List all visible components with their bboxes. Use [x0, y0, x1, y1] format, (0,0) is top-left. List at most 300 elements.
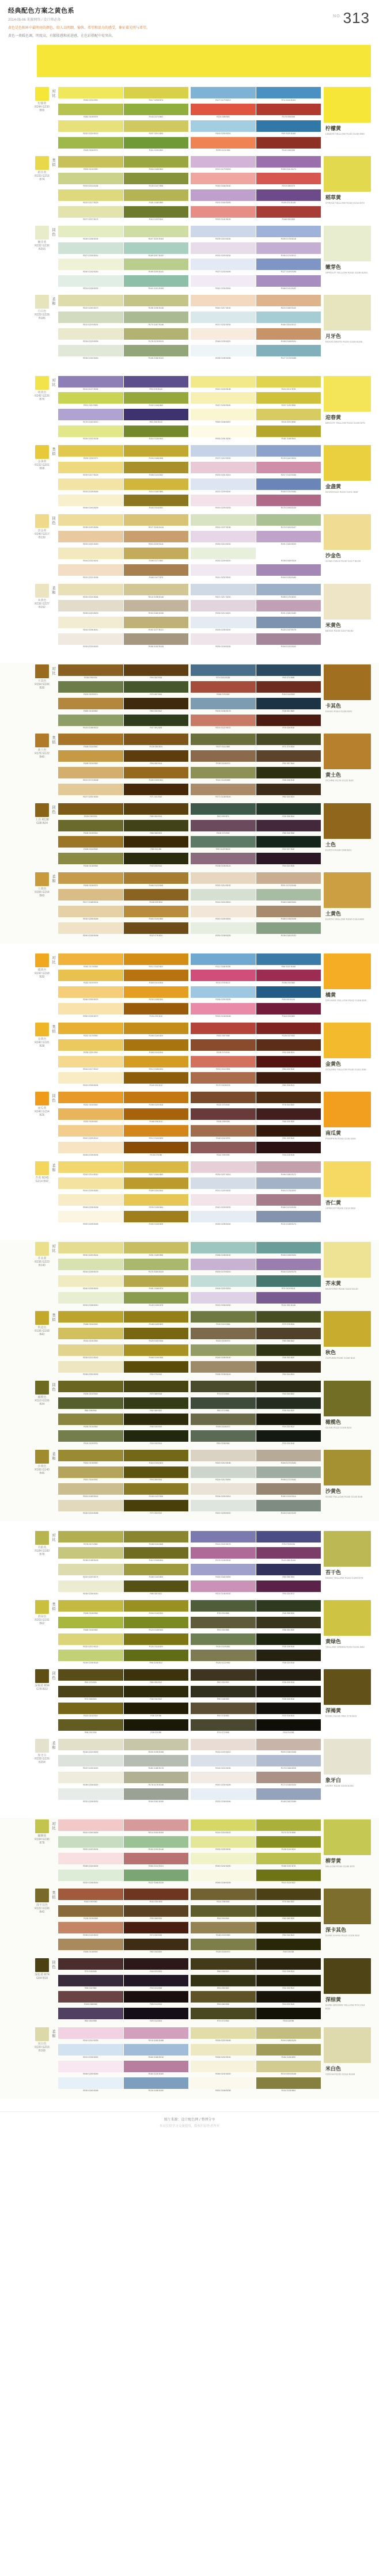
palette-cell[interactable] — [191, 2077, 256, 2094]
palette-cell[interactable] — [191, 495, 256, 511]
palette-cell[interactable] — [191, 104, 256, 120]
palette-cell[interactable] — [191, 767, 256, 783]
palette-cell[interactable] — [256, 1547, 321, 1563]
palette-cell[interactable] — [256, 1669, 321, 1685]
palette-cell[interactable] — [256, 584, 321, 600]
palette-cell[interactable] — [191, 206, 256, 222]
scheme-feature-swatch[interactable] — [324, 295, 371, 330]
palette-cell[interactable] — [191, 1531, 256, 1547]
palette-cell[interactable] — [124, 633, 189, 649]
palette-cell[interactable] — [256, 206, 321, 222]
scheme-feature-swatch[interactable] — [324, 872, 371, 908]
palette-cell[interactable] — [191, 478, 256, 495]
palette-cell[interactable] — [191, 1669, 256, 1685]
palette-cell[interactable] — [124, 1108, 189, 1124]
palette-cell[interactable] — [256, 953, 321, 970]
palette-cell[interactable] — [256, 1328, 321, 1344]
palette-cell[interactable] — [124, 445, 189, 461]
palette-cell[interactable] — [256, 462, 321, 478]
palette-cell[interactable] — [124, 1870, 189, 1886]
palette-cell[interactable] — [256, 137, 321, 153]
palette-cell[interactable] — [256, 681, 321, 697]
palette-cell[interactable] — [124, 1650, 189, 1666]
palette-cell[interactable] — [58, 1739, 123, 1755]
palette-cell[interactable] — [256, 664, 321, 681]
palette-cell[interactable] — [58, 1819, 123, 1836]
palette-cell[interactable] — [58, 836, 123, 852]
palette-cell[interactable] — [124, 1669, 189, 1685]
palette-cell[interactable] — [191, 1772, 256, 1788]
palette-cell[interactable] — [256, 1819, 321, 1836]
scheme-feature-swatch[interactable] — [324, 1242, 371, 1278]
palette-cell[interactable] — [256, 376, 321, 392]
palette-cell[interactable] — [256, 2061, 321, 2077]
palette-cell[interactable] — [124, 970, 189, 986]
palette-cell[interactable] — [191, 1125, 256, 1141]
palette-cell[interactable] — [124, 1836, 189, 1852]
palette-cell[interactable] — [191, 156, 256, 172]
palette-cell[interactable] — [124, 1975, 189, 1991]
palette-cell[interactable] — [256, 1430, 321, 1446]
palette-cell[interactable] — [256, 906, 321, 922]
palette-cell[interactable] — [124, 425, 189, 442]
palette-cell[interactable] — [124, 1003, 189, 1019]
palette-cell[interactable] — [191, 1788, 256, 1804]
palette-cell[interactable] — [256, 1275, 321, 1291]
palette-cell[interactable] — [58, 750, 123, 766]
palette-cell[interactable] — [191, 1975, 256, 1991]
palette-cell[interactable] — [58, 173, 123, 189]
palette-cell[interactable] — [124, 681, 189, 697]
palette-cell[interactable] — [124, 1211, 189, 1227]
palette-cell[interactable] — [256, 1650, 321, 1666]
palette-cell[interactable] — [124, 1819, 189, 1836]
palette-cell[interactable] — [124, 548, 189, 564]
palette-cell[interactable] — [124, 617, 189, 633]
palette-cell[interactable] — [256, 1311, 321, 1327]
palette-cell[interactable] — [256, 767, 321, 783]
palette-cell[interactable] — [58, 1889, 123, 1905]
palette-cell[interactable] — [191, 750, 256, 766]
palette-cell[interactable] — [58, 1092, 123, 1108]
palette-cell[interactable] — [256, 104, 321, 120]
palette-cell[interactable] — [191, 906, 256, 922]
palette-cell[interactable] — [124, 986, 189, 1002]
palette-cell[interactable] — [256, 495, 321, 511]
palette-cell[interactable] — [256, 1703, 321, 1719]
palette-cell[interactable] — [191, 1836, 256, 1852]
palette-cell[interactable] — [124, 1788, 189, 1804]
scheme-feature-swatch[interactable] — [324, 376, 371, 412]
palette-cell[interactable] — [256, 445, 321, 461]
palette-cell[interactable] — [191, 462, 256, 478]
palette-cell[interactable] — [124, 1450, 189, 1466]
palette-cell[interactable] — [256, 1344, 321, 1361]
palette-cell[interactable] — [191, 242, 256, 259]
palette-cell[interactable] — [191, 836, 256, 852]
palette-cell[interactable] — [58, 1531, 123, 1547]
palette-cell[interactable] — [256, 1905, 321, 1921]
palette-cell[interactable] — [58, 1617, 123, 1633]
scheme-feature-swatch[interactable] — [324, 514, 371, 550]
palette-cell[interactable] — [58, 1580, 123, 1597]
palette-cell[interactable] — [124, 137, 189, 153]
palette-cell[interactable] — [124, 242, 189, 259]
palette-cell[interactable] — [191, 698, 256, 714]
palette-cell[interactable] — [124, 1161, 189, 1177]
palette-cell[interactable] — [191, 1292, 256, 1308]
palette-cell[interactable] — [58, 226, 123, 242]
palette-cell[interactable] — [124, 1703, 189, 1719]
palette-cell[interactable] — [191, 226, 256, 242]
palette-cell[interactable] — [256, 1056, 321, 1072]
palette-cell[interactable] — [256, 409, 321, 425]
palette-cell[interactable] — [191, 1275, 256, 1291]
palette-cell[interactable] — [58, 1991, 123, 2007]
palette-cell[interactable] — [256, 328, 321, 344]
palette-cell[interactable] — [191, 2061, 256, 2077]
palette-cell[interactable] — [124, 803, 189, 819]
scheme-feature-swatch[interactable] — [324, 1311, 371, 1347]
palette-cell[interactable] — [256, 2044, 321, 2060]
scheme-feature-swatch[interactable] — [324, 734, 371, 769]
palette-cell[interactable] — [191, 853, 256, 869]
palette-cell[interactable] — [58, 970, 123, 986]
palette-cell[interactable] — [191, 633, 256, 649]
palette-cell[interactable] — [191, 1564, 256, 1580]
palette-cell[interactable] — [58, 445, 123, 461]
palette-cell[interactable] — [124, 1259, 189, 1275]
palette-cell[interactable] — [124, 531, 189, 547]
palette-cell[interactable] — [124, 376, 189, 392]
palette-cell[interactable] — [124, 1177, 189, 1194]
palette-cell[interactable] — [191, 1161, 256, 1177]
palette-cell[interactable] — [58, 87, 123, 103]
palette-cell[interactable] — [191, 1633, 256, 1650]
palette-cell[interactable] — [58, 734, 123, 750]
palette-cell[interactable] — [191, 584, 256, 600]
palette-cell[interactable] — [124, 1275, 189, 1291]
palette-cell[interactable] — [191, 1991, 256, 2007]
palette-cell[interactable] — [256, 226, 321, 242]
scheme-feature-swatch[interactable] — [324, 1450, 371, 1485]
palette-cell[interactable] — [191, 189, 256, 206]
palette-cell[interactable] — [256, 514, 321, 530]
palette-cell[interactable] — [124, 664, 189, 681]
palette-cell[interactable] — [58, 1177, 123, 1194]
palette-cell[interactable] — [124, 2008, 189, 2024]
palette-cell[interactable] — [58, 1056, 123, 1072]
palette-cell[interactable] — [191, 275, 256, 291]
palette-cell[interactable] — [124, 1194, 189, 1210]
base-color-swatch[interactable] — [35, 872, 50, 898]
palette-cell[interactable] — [58, 120, 123, 136]
base-color-swatch[interactable] — [35, 445, 50, 470]
palette-cell[interactable] — [256, 922, 321, 939]
palette-cell[interactable] — [256, 970, 321, 986]
palette-cell[interactable] — [191, 514, 256, 530]
palette-cell[interactable] — [124, 698, 189, 714]
palette-cell[interactable] — [256, 478, 321, 495]
palette-cell[interactable] — [256, 784, 321, 800]
palette-cell[interactable] — [256, 1242, 321, 1258]
palette-cell[interactable] — [124, 750, 189, 766]
palette-cell[interactable] — [58, 715, 123, 731]
palette-cell[interactable] — [124, 2061, 189, 2077]
palette-cell[interactable] — [191, 87, 256, 103]
palette-cell[interactable] — [124, 1328, 189, 1344]
palette-cell[interactable] — [58, 617, 123, 633]
palette-cell[interactable] — [256, 1564, 321, 1580]
palette-cell[interactable] — [58, 1161, 123, 1177]
palette-cell[interactable] — [124, 1939, 189, 1955]
palette-cell[interactable] — [124, 1414, 189, 1430]
palette-cell[interactable] — [124, 1633, 189, 1650]
palette-cell[interactable] — [58, 1328, 123, 1344]
palette-cell[interactable] — [124, 1617, 189, 1633]
palette-cell[interactable] — [124, 1531, 189, 1547]
scheme-feature-swatch[interactable] — [324, 1600, 371, 1636]
palette-cell[interactable] — [256, 1939, 321, 1955]
palette-cell[interactable] — [191, 328, 256, 344]
palette-cell[interactable] — [124, 1564, 189, 1580]
palette-cell[interactable] — [256, 1788, 321, 1804]
palette-cell[interactable] — [191, 376, 256, 392]
palette-cell[interactable] — [58, 1853, 123, 1869]
palette-cell[interactable] — [58, 2077, 123, 2094]
palette-cell[interactable] — [191, 1039, 256, 1055]
palette-cell[interactable] — [58, 1703, 123, 1719]
palette-cell[interactable] — [58, 548, 123, 564]
scheme-feature-swatch[interactable] — [324, 1531, 371, 1567]
palette-cell[interactable] — [124, 1466, 189, 1483]
palette-cell[interactable] — [191, 1242, 256, 1258]
palette-cell[interactable] — [191, 1430, 256, 1446]
palette-cell[interactable] — [58, 1259, 123, 1275]
palette-cell[interactable] — [58, 137, 123, 153]
palette-cell[interactable] — [191, 345, 256, 361]
palette-cell[interactable] — [256, 425, 321, 442]
palette-cell[interactable] — [124, 1755, 189, 1771]
palette-cell[interactable] — [124, 311, 189, 328]
scheme-feature-swatch[interactable] — [324, 1092, 371, 1127]
scheme-feature-swatch[interactable] — [324, 1023, 371, 1058]
palette-cell[interactable] — [58, 1975, 123, 1991]
palette-cell[interactable] — [256, 1194, 321, 1210]
palette-cell[interactable] — [58, 2044, 123, 2060]
palette-cell[interactable] — [256, 734, 321, 750]
palette-cell[interactable] — [191, 734, 256, 750]
palette-cell[interactable] — [256, 633, 321, 649]
palette-cell[interactable] — [191, 889, 256, 905]
palette-cell[interactable] — [124, 2077, 189, 2094]
palette-cell[interactable] — [256, 295, 321, 311]
base-color-swatch[interactable] — [35, 2027, 50, 2053]
palette-cell[interactable] — [256, 1922, 321, 1938]
palette-cell[interactable] — [191, 1719, 256, 1735]
palette-cell[interactable] — [58, 1772, 123, 1788]
palette-cell[interactable] — [58, 425, 123, 442]
palette-cell[interactable] — [191, 922, 256, 939]
base-color-swatch[interactable] — [35, 376, 50, 401]
palette-cell[interactable] — [58, 259, 123, 275]
palette-cell[interactable] — [124, 600, 189, 616]
palette-cell[interactable] — [191, 1650, 256, 1666]
palette-cell[interactable] — [58, 328, 123, 344]
palette-cell[interactable] — [191, 259, 256, 275]
palette-cell[interactable] — [124, 1853, 189, 1869]
palette-cell[interactable] — [191, 784, 256, 800]
palette-cell[interactable] — [256, 1739, 321, 1755]
palette-cell[interactable] — [124, 1056, 189, 1072]
base-color-swatch[interactable] — [35, 1958, 50, 1980]
palette-cell[interactable] — [58, 564, 123, 580]
palette-cell[interactable] — [124, 206, 189, 222]
palette-cell[interactable] — [124, 1125, 189, 1141]
scheme-feature-swatch[interactable] — [324, 584, 371, 620]
palette-cell[interactable] — [124, 295, 189, 311]
palette-cell[interactable] — [256, 1889, 321, 1905]
palette-cell[interactable] — [58, 820, 123, 836]
palette-cell[interactable] — [58, 1686, 123, 1702]
palette-cell[interactable] — [256, 1092, 321, 1108]
palette-cell[interactable] — [58, 1242, 123, 1258]
palette-cell[interactable] — [191, 137, 256, 153]
palette-cell[interactable] — [124, 1361, 189, 1377]
palette-cell[interactable] — [58, 584, 123, 600]
palette-cell[interactable] — [124, 1072, 189, 1088]
palette-cell[interactable] — [191, 1580, 256, 1597]
palette-cell[interactable] — [58, 1344, 123, 1361]
palette-cell[interactable] — [191, 803, 256, 819]
palette-cell[interactable] — [256, 1450, 321, 1466]
palette-cell[interactable] — [256, 1483, 321, 1499]
palette-cell[interactable] — [58, 1039, 123, 1055]
palette-cell[interactable] — [256, 1381, 321, 1397]
palette-cell[interactable] — [191, 1686, 256, 1702]
palette-cell[interactable] — [256, 698, 321, 714]
palette-cell[interactable] — [191, 1003, 256, 1019]
palette-cell[interactable] — [191, 1819, 256, 1836]
palette-cell[interactable] — [124, 1547, 189, 1563]
base-color-swatch[interactable] — [35, 1242, 50, 1267]
palette-cell[interactable] — [191, 1381, 256, 1397]
palette-cell[interactable] — [191, 1922, 256, 1938]
base-color-swatch[interactable] — [35, 156, 50, 181]
palette-cell[interactable] — [58, 1108, 123, 1124]
palette-cell[interactable] — [256, 275, 321, 291]
palette-cell[interactable] — [191, 1056, 256, 1072]
palette-cell[interactable] — [124, 1397, 189, 1414]
base-color-swatch[interactable] — [35, 584, 50, 609]
palette-cell[interactable] — [58, 1292, 123, 1308]
palette-cell[interactable] — [124, 1600, 189, 1616]
palette-cell[interactable] — [58, 1275, 123, 1291]
palette-cell[interactable] — [191, 1958, 256, 1974]
scheme-feature-swatch[interactable] — [324, 445, 371, 481]
palette-cell[interactable] — [124, 1889, 189, 1905]
palette-cell[interactable] — [191, 173, 256, 189]
palette-cell[interactable] — [124, 1142, 189, 1158]
palette-cell[interactable] — [191, 1344, 256, 1361]
palette-cell[interactable] — [124, 1023, 189, 1039]
palette-cell[interactable] — [58, 1870, 123, 1886]
base-color-swatch[interactable] — [35, 1739, 50, 1764]
palette-cell[interactable] — [124, 156, 189, 172]
palette-cell[interactable] — [58, 1719, 123, 1735]
scheme-feature-swatch[interactable] — [324, 87, 371, 123]
palette-cell[interactable] — [58, 1311, 123, 1327]
palette-cell[interactable] — [124, 1580, 189, 1597]
palette-cell[interactable] — [124, 462, 189, 478]
base-color-swatch[interactable] — [35, 953, 50, 979]
base-color-swatch[interactable] — [35, 1161, 50, 1183]
base-color-swatch[interactable] — [35, 1669, 50, 1691]
base-color-swatch[interactable] — [35, 1600, 50, 1625]
palette-cell[interactable] — [256, 1600, 321, 1616]
palette-cell[interactable] — [256, 715, 321, 731]
palette-cell[interactable] — [58, 1211, 123, 1227]
base-color-swatch[interactable] — [35, 1889, 50, 1914]
palette-cell[interactable] — [58, 872, 123, 888]
palette-cell[interactable] — [124, 1292, 189, 1308]
palette-cell[interactable] — [256, 853, 321, 869]
palette-cell[interactable] — [58, 206, 123, 222]
palette-cell[interactable] — [58, 1023, 123, 1039]
palette-cell[interactable] — [58, 1194, 123, 1210]
palette-cell[interactable] — [191, 425, 256, 442]
palette-cell[interactable] — [124, 1772, 189, 1788]
palette-cell[interactable] — [256, 1023, 321, 1039]
palette-cell[interactable] — [256, 600, 321, 616]
palette-cell[interactable] — [124, 715, 189, 731]
palette-cell[interactable] — [58, 1483, 123, 1499]
palette-cell[interactable] — [58, 1381, 123, 1397]
palette-cell[interactable] — [124, 259, 189, 275]
palette-cell[interactable] — [191, 1617, 256, 1633]
palette-cell[interactable] — [256, 1500, 321, 1516]
palette-cell[interactable] — [58, 1669, 123, 1685]
palette-cell[interactable] — [124, 836, 189, 852]
palette-cell[interactable] — [58, 514, 123, 530]
palette-cell[interactable] — [58, 664, 123, 681]
palette-cell[interactable] — [58, 1600, 123, 1616]
palette-cell[interactable] — [58, 1633, 123, 1650]
palette-cell[interactable] — [191, 1853, 256, 1869]
palette-cell[interactable] — [58, 633, 123, 649]
palette-cell[interactable] — [124, 345, 189, 361]
palette-cell[interactable] — [124, 1430, 189, 1446]
palette-cell[interactable] — [124, 392, 189, 408]
palette-cell[interactable] — [191, 872, 256, 888]
palette-cell[interactable] — [58, 698, 123, 714]
palette-cell[interactable] — [58, 1547, 123, 1563]
palette-cell[interactable] — [124, 922, 189, 939]
palette-cell[interactable] — [191, 2044, 256, 2060]
palette-cell[interactable] — [256, 1003, 321, 1019]
palette-cell[interactable] — [256, 1686, 321, 1702]
palette-cell[interactable] — [124, 2027, 189, 2043]
scheme-feature-swatch[interactable] — [324, 953, 371, 989]
palette-cell[interactable] — [256, 1975, 321, 1991]
palette-cell[interactable] — [124, 1991, 189, 2007]
palette-cell[interactable] — [124, 1958, 189, 1974]
palette-cell[interactable] — [58, 2008, 123, 2024]
palette-cell[interactable] — [191, 1414, 256, 1430]
palette-cell[interactable] — [191, 1905, 256, 1921]
palette-cell[interactable] — [124, 514, 189, 530]
palette-cell[interactable] — [58, 1003, 123, 1019]
